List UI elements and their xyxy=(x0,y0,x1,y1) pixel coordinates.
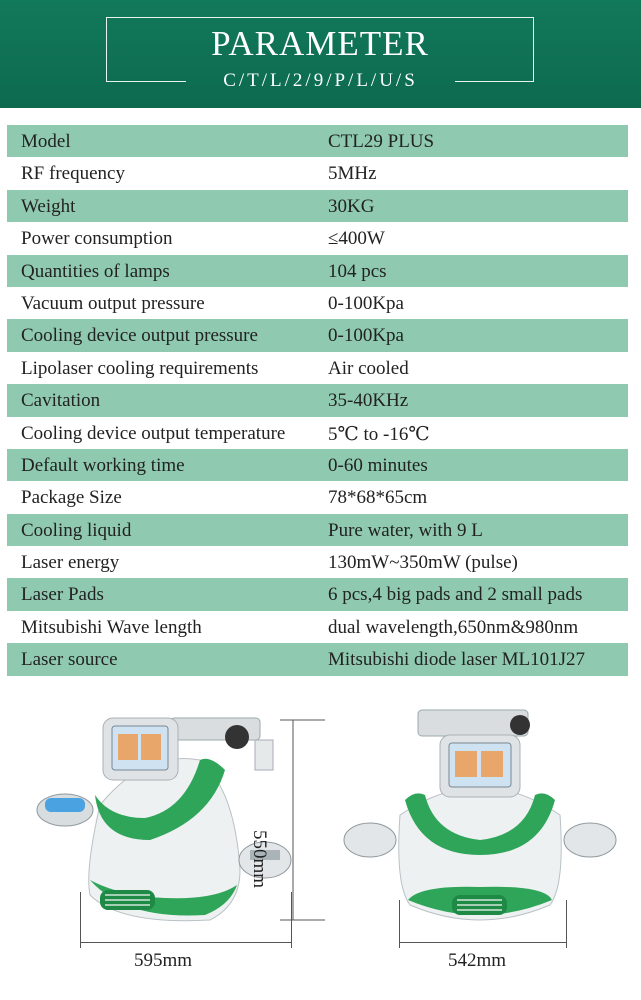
side-width-tick-left xyxy=(80,892,81,948)
page-title: PARAMETER xyxy=(211,24,429,63)
spec-value: 104 pcs xyxy=(328,260,387,282)
spec-label: Vacuum output pressure xyxy=(21,292,205,314)
spec-label: Mitsubishi Wave length xyxy=(21,616,202,638)
spec-row xyxy=(7,546,628,578)
spec-label: Quantities of lamps xyxy=(21,260,170,282)
spec-row xyxy=(7,287,628,319)
spec-label: Cavitation xyxy=(21,390,101,412)
product-side-view xyxy=(25,700,325,940)
side-width-label: 595mm xyxy=(134,950,193,971)
side-width-tick-right xyxy=(291,892,292,948)
spec-label: Default working time xyxy=(21,454,185,476)
spec-label: Package Size xyxy=(21,487,122,509)
spec-label: Model xyxy=(21,131,71,152)
spec-value: 0-60 minutes xyxy=(328,454,428,476)
spec-label: Cooling liquid xyxy=(21,519,132,541)
spec-value: Air cooled xyxy=(328,357,409,379)
spec-label: Laser Pads xyxy=(21,584,104,606)
height-dimension-label: 550mm xyxy=(249,830,270,889)
spec-value: 5℃ to -16℃ xyxy=(328,423,430,445)
frame-line-left xyxy=(106,81,186,82)
spec-row xyxy=(7,125,628,157)
spec-table xyxy=(7,125,628,676)
spec-value: 35-40KHz xyxy=(328,390,409,412)
side-width-line xyxy=(80,942,291,943)
spec-label: Lipolaser cooling requirements xyxy=(21,357,259,379)
spec-row xyxy=(7,190,628,222)
spec-value: 78*68*65cm xyxy=(328,487,428,509)
page-subtitle: C/T/L/2/9/P/L/U/S xyxy=(223,70,418,91)
spec-value: Pure water, with 9 L xyxy=(328,519,483,541)
front-width-line xyxy=(399,942,566,943)
spec-label: Laser source xyxy=(21,649,118,671)
spec-label: Laser energy xyxy=(21,552,120,574)
spec-label: RF frequency xyxy=(21,163,125,185)
spec-row xyxy=(7,417,628,449)
spec-value: CTL29 PLUS xyxy=(328,131,435,152)
spec-value: 30KG xyxy=(328,195,375,217)
spec-row xyxy=(7,222,628,254)
spec-value: 6 pcs,4 big pads and 2 small pads xyxy=(328,584,583,606)
spec-row xyxy=(7,319,628,351)
spec-row xyxy=(7,643,628,675)
spec-value: 130mW~350mW (pulse) xyxy=(328,552,518,574)
front-width-label: 542mm xyxy=(448,950,507,971)
spec-row xyxy=(7,578,628,610)
spec-label: Cooling device output pressure xyxy=(21,325,258,347)
spec-value: dual wavelength,650nm&980nm xyxy=(328,616,579,638)
front-width-tick-left xyxy=(399,900,400,948)
spec-label: Power consumption xyxy=(21,228,173,250)
header-banner xyxy=(0,0,641,108)
spec-value: ≤400W xyxy=(328,228,385,250)
spec-value: 5MHz xyxy=(328,163,377,185)
spec-row xyxy=(7,157,628,189)
spec-row xyxy=(7,514,628,546)
spec-row xyxy=(7,449,628,481)
spec-label: Cooling device output temperature xyxy=(21,422,286,444)
frame-line-right xyxy=(455,81,533,82)
spec-row xyxy=(7,384,628,416)
spec-row xyxy=(7,255,628,287)
spec-label: Weight xyxy=(21,195,76,217)
product-front-view xyxy=(340,705,625,935)
spec-value: 0-100Kpa xyxy=(328,292,404,314)
spec-row xyxy=(7,611,628,643)
front-width-tick-right xyxy=(566,900,567,948)
spec-value: Mitsubishi diode laser ML101J27 xyxy=(328,649,586,671)
spec-value: 0-100Kpa xyxy=(328,325,404,347)
spec-row xyxy=(7,352,628,384)
spec-row xyxy=(7,481,628,513)
